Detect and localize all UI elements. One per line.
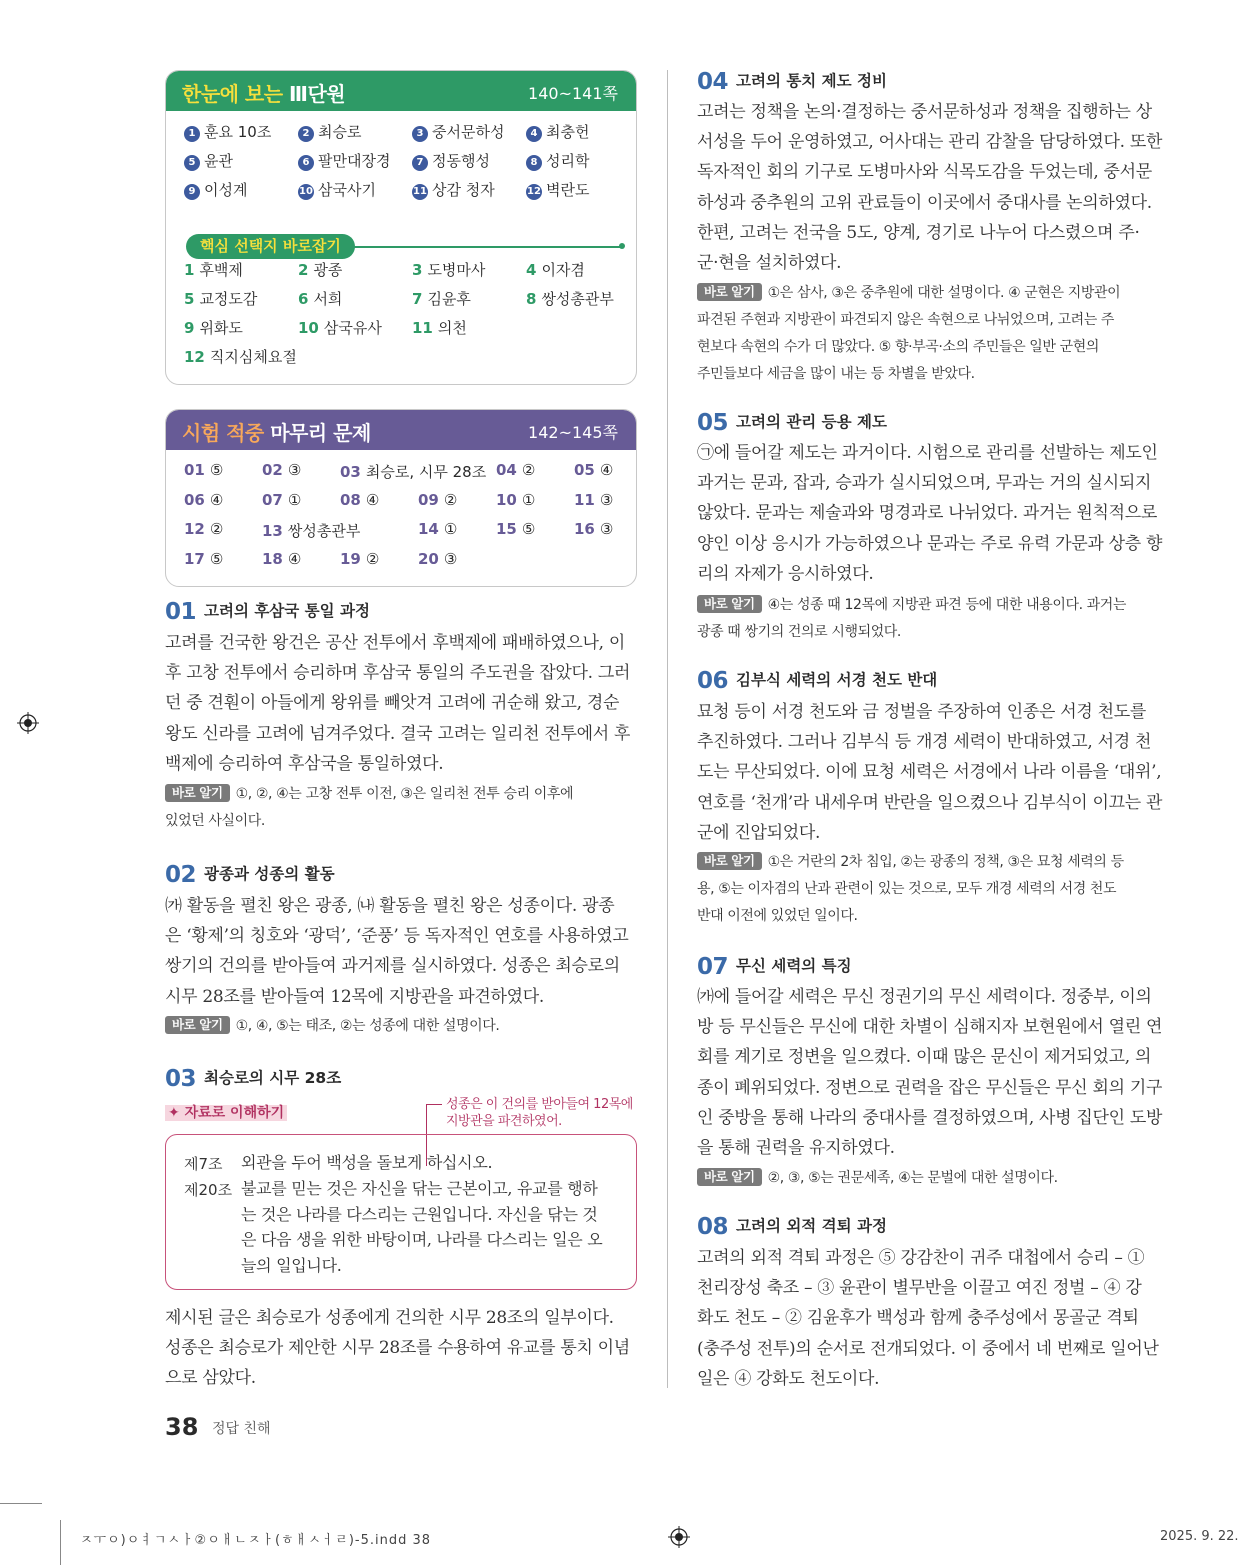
- answer-value: ②: [443, 490, 458, 509]
- note-line: [165, 808, 637, 835]
- choice-number: 9: [184, 319, 195, 337]
- text-line: 고려는 정책을 논의·결정하는 중서문하성과 정책을 집행하는 상: [697, 102, 1152, 122]
- key-term: [412, 121, 504, 142]
- text-line: ㈎에 들어갈 세력은 무신 정권기의 무신 세력이다. 정중부, 이의: [697, 987, 1152, 1007]
- answer-number: 18: [262, 549, 283, 568]
- note-line: [697, 334, 1169, 361]
- key-term: [412, 150, 490, 171]
- choice-number: 5: [184, 290, 195, 308]
- term-number-badge: 11: [412, 184, 428, 200]
- term-text: 윤관: [204, 152, 233, 170]
- section-05-heading: 05 고려의 관리 등용 제도: [697, 410, 887, 436]
- answer-value: ①: [287, 490, 302, 509]
- text-line: 독자적인 회의 기구로 도병마사와 식목도감을 두었는데, 중서문: [697, 162, 1152, 183]
- term-number-badge: 6: [298, 155, 314, 171]
- text-line: 회를 계기로 정변을 일으켰다. 이때 많은 문신이 제거되었고, 의: [697, 1047, 1152, 1068]
- text-line: 인 중방을 통해 나라의 중대사를 결정하였으며, 사병 집단인 도방: [697, 1107, 1163, 1128]
- term-number-badge: 2: [298, 126, 314, 142]
- choice-text: 위화도: [199, 319, 243, 337]
- note-text: 파견된 주현과 지방관이 파견되지 않은 속현으로 나뉘었으며, 고려는 주: [697, 312, 1115, 328]
- answer-number: 07: [262, 490, 283, 509]
- answer-value: ③: [599, 490, 614, 509]
- term-text: 성리학: [546, 152, 590, 170]
- article-20-label: 제20조: [184, 1181, 233, 1199]
- section-06-text: [697, 697, 1169, 848]
- text-line: 군·현을 설치하였다.: [697, 253, 842, 274]
- answer-value: ②: [365, 549, 380, 568]
- choice-text: 후백제: [199, 261, 243, 279]
- choice-text: 김윤후: [427, 290, 471, 308]
- term-number-badge: 1: [184, 126, 200, 142]
- section-04-note: [697, 280, 1169, 388]
- answer-number: 13: [262, 522, 283, 540]
- text-line: 외관을 두어 백성을 돌보게 하십시오.: [241, 1153, 493, 1172]
- text-line: 고려의 외적 격퇴 과정은 ⑤ 강감찬이 귀주 대첩에서 승리 – ①: [697, 1248, 1145, 1268]
- note-line: [697, 307, 1169, 334]
- note-line: [697, 592, 1169, 619]
- section-04-text: [697, 97, 1169, 278]
- answer-number: 01: [184, 461, 205, 479]
- answer-number: 12: [184, 520, 205, 538]
- section-03-text: [165, 1303, 637, 1394]
- choice-correction: [298, 259, 342, 280]
- answer-value: ⑤: [521, 520, 536, 538]
- section-07-note: [697, 1165, 1169, 1192]
- text-line: 화도 천도 – ② 김윤후가 백성과 함께 충주성에서 몽골군 격퇴: [697, 1308, 1139, 1329]
- section-07-heading: 07 무신 세력의 특징: [697, 954, 852, 980]
- exam-answer-header: [166, 410, 636, 450]
- answer-number: 11: [574, 490, 595, 509]
- choice-number: 10: [298, 319, 319, 337]
- key-term: [184, 179, 247, 200]
- text-line: (충주성 전투)의 순서로 전개되었다. 이 중에서 네 번째로 일어난: [697, 1338, 1159, 1359]
- choice-text: 직지심체요절: [209, 348, 297, 366]
- section-06-heading: 06 김부식 세력의 서경 천도 반대: [697, 668, 938, 694]
- choice-correction: [184, 317, 243, 338]
- note-line: [697, 849, 1169, 876]
- choice-correction: [412, 288, 471, 309]
- note-text: ①은 삼사, ③은 중추원에 대한 설명이다. ④ 군현은 지방관이: [767, 285, 1121, 301]
- term-text: 최충헌: [546, 123, 590, 141]
- term-text: 팔만대장경: [318, 152, 391, 170]
- term-number-badge: 5: [184, 155, 200, 171]
- choice-text: 이자겸: [541, 261, 585, 279]
- note-text: 반대 이전에 있었던 일이다.: [697, 908, 858, 924]
- section-01-heading: 01 고려의 후삼국 통일 과정: [165, 599, 370, 625]
- text-line: 시무 28조를 받아들여 12목에 지방관을 파견하였다.: [165, 986, 545, 1007]
- unit-summary-box: [165, 70, 637, 385]
- section-02-note: [165, 1013, 637, 1040]
- text-line: 종이 폐위되었다. 정변으로 권력을 잡은 무신들은 무신 회의 기구: [697, 1077, 1163, 1098]
- answer-number: 04: [496, 461, 517, 479]
- answer-number: 10: [496, 490, 517, 509]
- text-line: 제시된 글은 최승로가 성종에게 건의한 시무 28조의 일부이다.: [165, 1308, 614, 1328]
- answer-item: [418, 491, 457, 509]
- answer-number: 03: [340, 463, 361, 481]
- key-term: [298, 150, 390, 171]
- answer-item: [184, 550, 223, 568]
- note-text: ②, ③, ⑤는 권문세족, ④는 문벌에 대한 설명이다.: [767, 1170, 1058, 1186]
- text-line: 은 다음 생을 위한 바탕이며, 나라를 다스리는 일은 오: [241, 1230, 603, 1249]
- text-line: 하성과 중추원의 고위 관료들이 이곳에서 중대사를 논의하였다.: [697, 192, 1152, 213]
- term-number-badge: 4: [526, 126, 542, 142]
- note-text: ①, ④, ⑤는 태조, ②는 성종에 대한 설명이다.: [235, 1018, 500, 1034]
- text-line: 묘청 등이 서경 천도와 금 정벌을 주장하여 인종은 서경 천도를: [697, 702, 1146, 722]
- text-line: 연호를 ‘천개’라 내세우며 반란을 일으켰으나 김부식이 이끄는 관: [697, 792, 1163, 813]
- choice-number: 3: [412, 261, 423, 279]
- text-line: 일은 ④ 강화도 천도이다.: [697, 1368, 880, 1389]
- section-01-text: [165, 628, 637, 779]
- term-text: 벽란도: [546, 181, 590, 199]
- answer-number: 06: [184, 490, 205, 509]
- choice-number: 8: [526, 290, 537, 308]
- answer-number: 20: [418, 549, 439, 568]
- section-02-heading: 02 광종과 성종의 활동: [165, 862, 335, 888]
- key-term: [412, 179, 495, 200]
- unit-summary-header: [166, 71, 636, 111]
- answer-item: [184, 461, 223, 479]
- key-term: [526, 121, 589, 142]
- choice-number: 12: [184, 348, 205, 366]
- choice-text: 도병마사: [427, 261, 486, 279]
- answer-value: ③: [599, 520, 614, 538]
- note-line: [697, 876, 1169, 903]
- answer-value: ②: [521, 461, 536, 479]
- text-line: 리의 자제가 응시하였다.: [697, 563, 874, 584]
- choice-number: 7: [412, 290, 423, 308]
- choice-text: 의천: [437, 319, 467, 337]
- answer-number: 15: [496, 520, 517, 538]
- note-line: [697, 903, 1169, 930]
- text-line: 던 중 견훤이 아들에게 왕위를 빼앗겨 고려에 귀순해 왔고, 경순: [165, 693, 620, 714]
- answer-number: 17: [184, 549, 205, 568]
- choice-correction: [298, 317, 382, 338]
- choice-number: 6: [298, 290, 309, 308]
- note-line: [697, 1165, 1169, 1192]
- note-text: 주민들보다 세금을 많이 내는 등 차별을 받았다.: [697, 366, 975, 382]
- note-line: [165, 781, 637, 808]
- note-text: 있었던 사실이다.: [165, 813, 265, 829]
- material-label: ✦ 자료로 이해하기: [165, 1102, 287, 1122]
- article-7-label: 제7조: [184, 1155, 223, 1173]
- answer-value: ①: [521, 490, 536, 509]
- crop-mark: [0, 1503, 42, 1504]
- answer-value: 쌍성총관부: [287, 522, 361, 540]
- choice-text: 쌍성총관부: [541, 290, 614, 308]
- answer-number: 19: [340, 549, 361, 568]
- choice-number: 1: [184, 261, 195, 279]
- answer-value: ④: [599, 461, 614, 479]
- answer-value: ①: [443, 520, 458, 538]
- section-05-note: [697, 592, 1169, 646]
- text-line: 불교를 믿는 것은 자신을 닦는 근본이고, 유교를 행하: [241, 1179, 598, 1198]
- text-line: 군에 진압되었다.: [697, 822, 821, 843]
- answer-value: ③: [287, 461, 302, 479]
- text-line: 않았다. 문과는 제술과와 명경과로 나뉘었다. 과거는 원칙적으로: [697, 503, 1158, 524]
- note-line: [697, 361, 1169, 388]
- term-number-badge: 3: [412, 126, 428, 142]
- page-number: 38: [165, 1413, 199, 1441]
- answer-value: ④: [365, 490, 380, 509]
- choice-correction: [298, 288, 342, 309]
- section-06-note: [697, 849, 1169, 930]
- answer-number: 02: [262, 461, 283, 479]
- choice-number: 4: [526, 261, 537, 279]
- section-01-note: [165, 781, 637, 835]
- term-text: 이성계: [204, 181, 248, 199]
- text-line: 을 통해 권력을 유지하였다.: [697, 1138, 895, 1159]
- answer-item: [262, 461, 301, 479]
- answer-value: 최승로, 시무 28조: [365, 463, 487, 481]
- answer-item: [262, 491, 301, 509]
- section-05-text: [697, 438, 1169, 589]
- text-line: 후 고창 전투에서 승리하며 후삼국 통일의 주도권을 잡았다. 그러: [165, 663, 631, 684]
- crop-mark: [60, 1520, 61, 1565]
- text-line: 방 등 무신들은 무신에 대한 차별이 심해지자 보현원에서 열린 연: [697, 1017, 1163, 1038]
- exam-answer-box: [165, 409, 637, 587]
- print-date: 2025. 9. 22.: [1160, 1529, 1239, 1544]
- term-number-badge: 12: [526, 184, 542, 200]
- key-term: [298, 121, 361, 142]
- answer-value: ⑤: [209, 461, 224, 479]
- choice-text: 서희: [313, 290, 343, 308]
- note-text: 광종 때 쌍기의 건의로 시행되었다.: [697, 624, 901, 640]
- text-line: ㈎ 활동을 펼친 왕은 광종, ㈏ 활동을 펼친 왕은 성종이다. 광종: [165, 896, 615, 916]
- note-line: [165, 1013, 637, 1040]
- footer-label: 정답 친해: [212, 1421, 271, 1437]
- text-line: 는 것은 나라를 다스리는 근원입니다. 자신을 닦는 것: [241, 1204, 598, 1224]
- text-line: 서성을 두어 운영하였고, 어사대는 관리 감찰을 담당하였다. 또한: [697, 132, 1163, 153]
- answer-value: ③: [443, 549, 458, 568]
- section-08-text: [697, 1243, 1169, 1394]
- choice-correction: [184, 346, 297, 367]
- term-number-badge: 10: [298, 184, 314, 200]
- section-02-text: [165, 891, 637, 1012]
- term-number-badge: 9: [184, 184, 200, 200]
- note-text: 현보다 속현의 수가 더 많았다. ⑤ 향·부곡·소의 주민들은 일반 군현의: [697, 339, 1099, 355]
- key-term: [298, 179, 376, 200]
- text-line: 성종은 최승로가 제안한 시무 28조를 수용하여 유교를 통치 이념: [165, 1338, 630, 1359]
- key-term: [526, 179, 589, 200]
- text-line: 쌍기의 건의를 받아들여 과거제를 실시하였다. 성종은 최승로의: [165, 956, 620, 977]
- answer-item: [496, 461, 535, 479]
- text-line: 추진하였다. 그러나 김부식 등 개경 세력이 반대하였고, 서경 천: [697, 732, 1152, 753]
- text-line: 고려를 건국한 왕건은 공산 전투에서 후백제에 패배하였으나, 이: [165, 633, 626, 653]
- section-03-heading: 03 최승로의 시무 28조: [165, 1066, 342, 1092]
- answer-value: ④: [209, 490, 224, 509]
- text-line: 과거는 문과, 잡과, 승과가 실시되었으며, 무과는 거의 실시되지: [697, 473, 1152, 494]
- choice-number: 2: [298, 261, 309, 279]
- answer-item: [574, 461, 613, 479]
- term-text: 최승로: [318, 123, 362, 141]
- choice-correction: [184, 259, 243, 280]
- text-line: 천리장성 축조 – ③ 윤관이 별무반을 이끌고 여진 정벌 – ④ 강: [697, 1278, 1142, 1299]
- answer-item: [262, 520, 360, 541]
- choice-text: 광종: [313, 261, 343, 279]
- text-line: 성종은 이 건의를 받아들여 12목에: [446, 1097, 633, 1112]
- registration-mark-icon: [668, 1526, 690, 1548]
- note-text: 용, ⑤는 이자겸의 난과 관련이 있는 것으로, 모두 개경 세력의 서경 천도: [697, 881, 1117, 897]
- text-line: 은 ‘황제’의 칭호와 ‘광덕’, ‘준풍’ 등 독자적인 연호를 사용하였고: [165, 926, 629, 947]
- answer-item: [340, 461, 486, 482]
- pill-rule: [346, 246, 622, 248]
- choice-text: 삼국유사: [323, 319, 382, 337]
- key-term: [526, 150, 589, 171]
- answer-check-badge: 바로 알기: [697, 595, 762, 613]
- answer-item: [496, 491, 535, 509]
- note-line: [697, 619, 1169, 646]
- text-line: 백제에 승리하여 후삼국을 통일하였다.: [165, 753, 444, 774]
- text-line: 늘의 일입니다.: [241, 1255, 342, 1275]
- answer-number: 14: [418, 520, 439, 538]
- key-term: [184, 121, 271, 142]
- answer-value: ②: [209, 520, 224, 538]
- answer-check-badge: 바로 알기: [165, 784, 230, 802]
- text-line: ㉠에 들어갈 제도는 과거이다. 시험으로 관리를 선발하는 제도인: [697, 443, 1158, 463]
- text-line: 왕도 신라를 고려에 넘겨주었다. 결국 고려는 일리천 전투에서 후: [165, 723, 631, 744]
- term-text: 삼국사기: [318, 181, 376, 199]
- text-line: 으로 삼았다.: [165, 1368, 256, 1389]
- section-07-text: [697, 982, 1169, 1163]
- answer-check-badge: 바로 알기: [697, 1168, 762, 1186]
- term-number-badge: 8: [526, 155, 542, 171]
- term-number-badge: 7: [412, 155, 428, 171]
- choice-correction: [412, 317, 467, 338]
- answer-check-badge: 바로 알기: [697, 852, 762, 870]
- choice-correction: [412, 259, 485, 280]
- term-text: 중서문하성: [432, 123, 505, 141]
- note-text: ④는 성종 때 12목에 지방관 파견 등에 대한 내용이다. 과거는: [767, 597, 1127, 613]
- choice-number: 11: [412, 319, 433, 337]
- article-20-text: [241, 1176, 621, 1278]
- answer-number: 08: [340, 490, 361, 509]
- answer-item: [574, 520, 613, 538]
- text-line: 양인 이상 응시가 가능하였으나 문과는 주로 유력 가문과 상층 향: [697, 533, 1163, 554]
- exam-answer-title: 시험 적중 마무리 문제: [182, 421, 371, 445]
- unit-summary-title: 한눈에 보는 Ⅲ단원: [182, 82, 346, 106]
- note-text: ①, ②, ④는 고창 전투 이전, ③은 일리천 전투 승리 이후에: [235, 786, 574, 802]
- answer-value: ⑤: [209, 549, 224, 568]
- term-text: 상감 청자: [432, 181, 495, 199]
- answer-item: [574, 491, 613, 509]
- choice-correction-pill: 핵심 선택지 바로잡기: [186, 234, 355, 259]
- answer-value: ④: [287, 549, 302, 568]
- answer-check-badge: 바로 알기: [697, 283, 762, 301]
- exam-answer-pages: 142~145쪽: [528, 423, 618, 442]
- text-line: 한편, 고려는 전국을 5도, 양계, 경기로 나누어 다스렸으며 주·: [697, 222, 1140, 243]
- note-line: [697, 280, 1169, 307]
- text-line: 지방관을 파견하였어.: [446, 1114, 562, 1129]
- answer-number: 16: [574, 520, 595, 538]
- answer-number: 09: [418, 490, 439, 509]
- answer-item: [184, 520, 223, 538]
- answer-item: [496, 520, 535, 538]
- article-7-text: [241, 1150, 621, 1176]
- text-line: 도는 무산되었다. 이에 묘청 세력은 서경에서 나라 이름을 ‘대위’,: [697, 762, 1162, 783]
- print-file-name: ㅈㅜㅇ)ㅇㅕㄱㅅㅏ②ㅇㅐㄴㅈㅏ(ㅎㅐㅅㅓㄹ)-5.indd 38: [80, 1533, 432, 1548]
- answer-item: [340, 491, 379, 509]
- term-text: 정동행성: [432, 152, 490, 170]
- answer-check-badge: 바로 알기: [165, 1016, 230, 1034]
- unit-summary-pages: 140~141쪽: [528, 84, 618, 103]
- pill-rule-dot: [619, 243, 625, 249]
- column-divider: [667, 70, 668, 1388]
- key-term: [184, 150, 233, 171]
- section-08-heading: 08 고려의 외적 격퇴 과정: [697, 1214, 887, 1240]
- choice-correction: [526, 259, 585, 280]
- answer-number: 05: [574, 461, 595, 479]
- term-text: 훈요 10조: [204, 123, 272, 141]
- material-callout: [446, 1096, 633, 1130]
- answer-item: [418, 520, 457, 538]
- callout-leader-line: [426, 1104, 442, 1105]
- note-text: ①은 거란의 2차 침입, ②는 광종의 정책, ③은 묘청 세력의 등: [767, 854, 1124, 870]
- answer-item: [262, 550, 301, 568]
- choice-text: 교정도감: [199, 290, 258, 308]
- section-04-heading: 04 고려의 통치 제도 정비: [697, 69, 887, 95]
- choice-correction: [526, 288, 614, 309]
- answer-item: [418, 550, 457, 568]
- answer-item: [340, 550, 379, 568]
- answer-item: [184, 491, 223, 509]
- choice-correction: [184, 288, 257, 309]
- registration-mark-icon: [17, 712, 39, 734]
